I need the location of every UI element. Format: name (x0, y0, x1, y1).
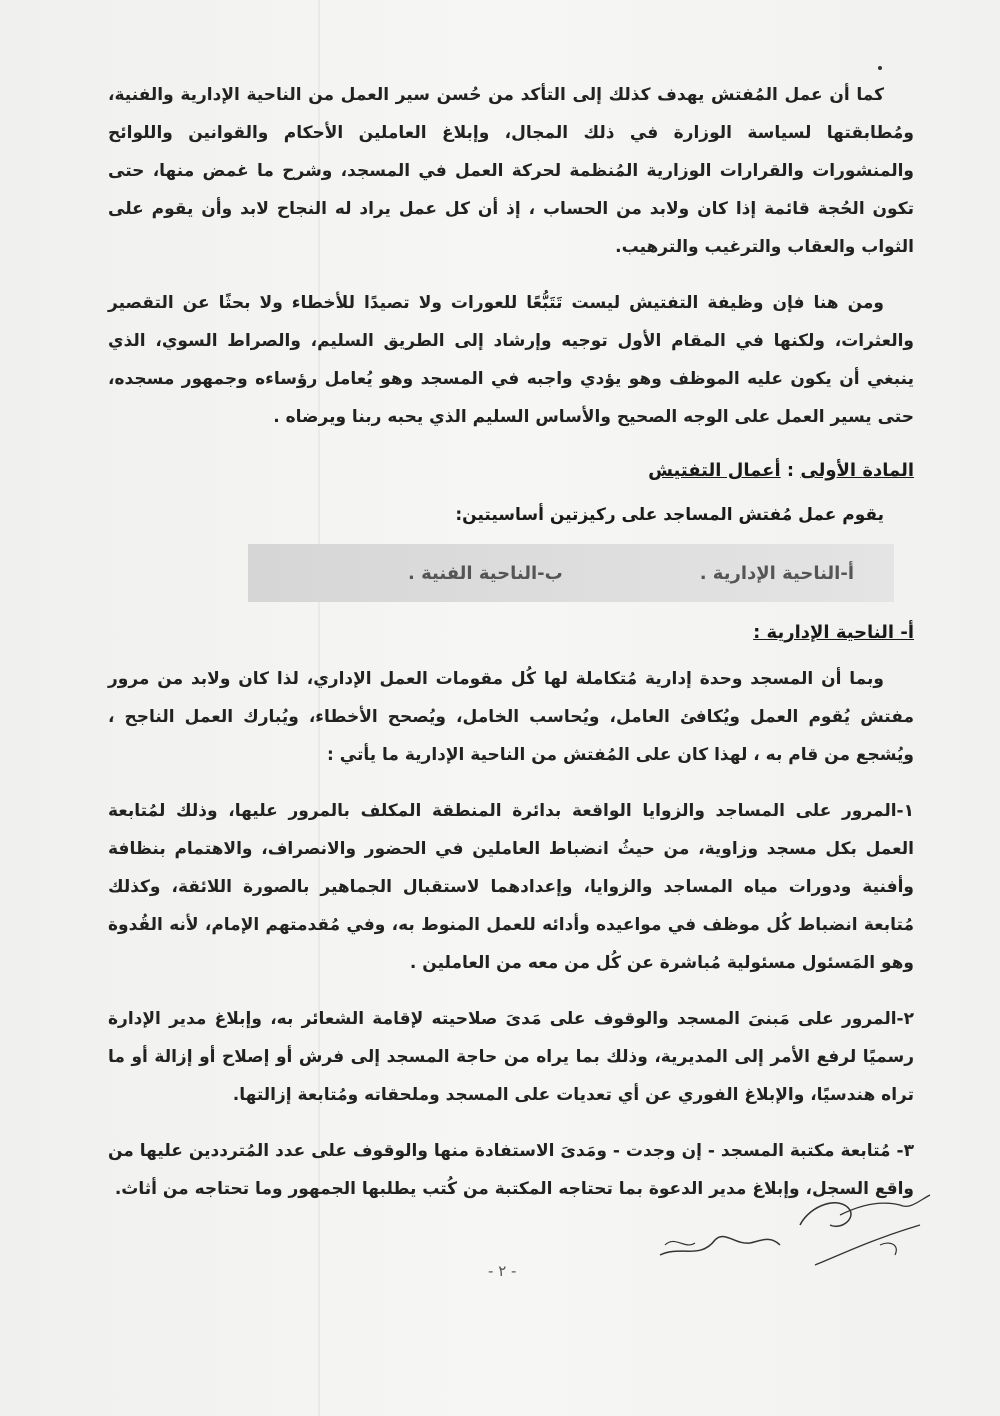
intro-text: يقوم عمل مُفتش المساجد على ركيزتين أساسيتين: (455, 505, 884, 525)
list-item-3: ٣- مُتابعة مكتبة المسجد - إن وجدت - ومَدىَ الاستفادة منها والوقوف على عدد المُترددين عليها من واقع السجل، وإبلاغ مدير الدعوة بما تحتاجه المكتبة من كُتب يطلبها الجمهور وما تحتاجه من أثاث. (108, 1141, 914, 1199)
article-separator: : (780, 460, 801, 481)
list-item-2: ٢-المرور على مَبنىَ المسجد والوقوف على مَدىَ صلاحيته لإقامة الشعائر به، وإبلاغ مدير الإدارة رسميًا لرفع الأمر إلى المديرية، وذلك بما يراه من حاجة المسجد إلى فرش أو إصلاح أو إزالة أو ما تراه هندسيًا، والإبلاغ الفوري عن أي تعديات على المسجد وملحقاته ومُتابعة إزالتها. (108, 1009, 914, 1105)
list-item-1: ١-المرور على المساجد والزوايا الواقعة بدائرة المنطقة المكلف بالمرور عليها، وذلك لمُتابعة العمل بكل مسجد وزاوية، من حيثُ انضباط العاملين في الحضور والانصراف، والاهتمام بنظافة وأفنية ودورات مياه المساجد والزوايا، وإعدادهما لاستقبال الجماهير بالصورة اللائقة، وكذلك مُتابعة انضباط كُل موظف في مواعيده وأدائه للعمل المنوط به، وفي مُقدمتهم الإمام، لأنه القُدوة وهو المَسئول مسئولية مُباشرة عن كُل من معه من العاملين . (108, 801, 914, 973)
document-body (108, 76, 914, 1226)
article-heading (108, 454, 914, 488)
section-a-heading (108, 616, 914, 650)
section-a-colon: : (753, 622, 767, 643)
page-number: - ٢ - (488, 1262, 517, 1280)
article-title: أعمال التفتيش (648, 460, 781, 481)
paragraph-section-a: وبما أن المسجد وحدة إدارية مُتكاملة لها كُل مقومات العمل الإداري، لذا كان ولابد من مرور مفتش يُقوم العمل ويُكافئ العامل، ويُحاسب الخامل، ويُصحح الأخطاء، ويُبارك العمل الناجح ، ويُشجع من قام به ، لهذا كان على المُفتش من الناحية الإدارية ما يأتي : (108, 669, 914, 765)
scan-dot (878, 66, 882, 70)
pillar-administrative: أ-الناحية الإدارية . (699, 562, 854, 584)
signatures (640, 1185, 940, 1295)
paragraph-inspection-role: ومن هنا فإن وظيفة التفتيش ليست تَتَبُّعًا للعورات ولا تصيدًا للأخطاء ولا بحثًا عن التقصير والعثرات، ولكنها في المقام الأول توجيه وإرشاد إلى الطريق السليم، والصراط السوي، الذي ينبغي أن يكون عليه الموظف وهو يؤدي واجبه في المسجد وهو يُعامل رؤساءه وجمهور مسجده، حتى يسير العمل على الوجه الصحيح والأساس السليم الذي يحبه ربنا ويرضاه . (108, 293, 914, 427)
pillars-box (248, 544, 894, 602)
pillar-technical: ب-الناحية الفنية . (408, 562, 563, 584)
article-label: المادة الأولى (800, 460, 914, 481)
section-a-title: أ- الناحية الإدارية (766, 622, 914, 643)
paragraph-inspector-goal: كما أن عمل المُفتش يهدف كذلك إلى التأكد من حُسن سير العمل من الناحية الإدارية والفنية، ومُطابقتها لسياسة الوزارة في ذلك المجال، وإبلاغ العاملين الأحكام والقوانين واللوائح والمنشورات والقرارات الوزارية المُنظمة لحركة العمل في المسجد، وشرح ما غمض منها، حتى تكون الحُجة قائمة إذا كان ولابد من الحساب ، إذ أن كل عمل يراد له النجاح لابد وأن يقوم على الثواب والعقاب والترغيب والترهيب. (108, 85, 914, 257)
